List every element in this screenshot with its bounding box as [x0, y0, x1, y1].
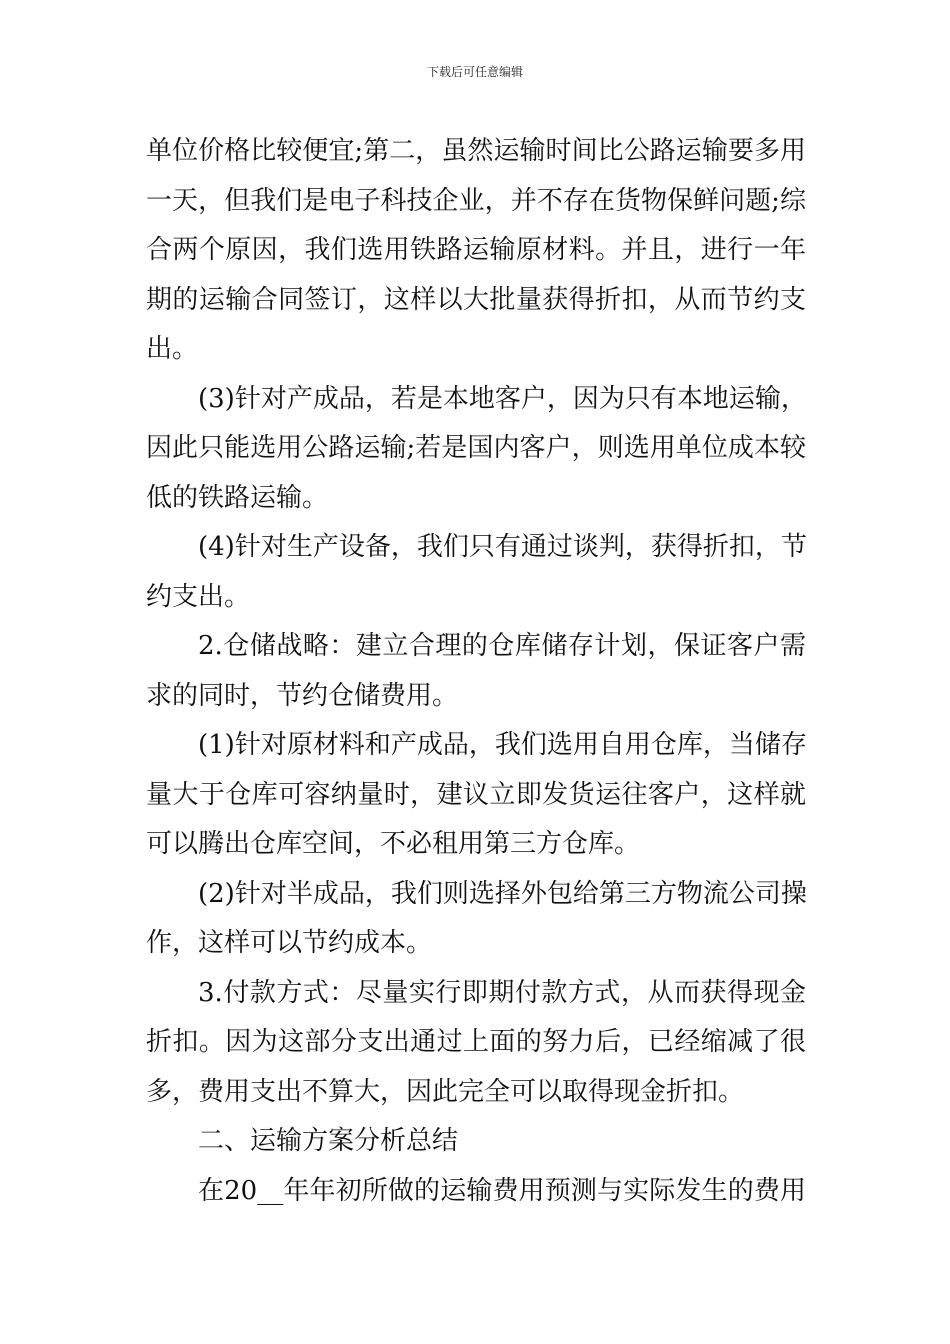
text-line: 多，费用支出不算大，因此完全可以取得现金折扣。	[146, 1076, 745, 1107]
text-line: 约支出。	[146, 581, 251, 612]
text-line: (2)针对半成品，我们则选择外包给第三方物流公司操	[198, 878, 807, 909]
text-line: 作，这样可以节约成本。	[146, 928, 433, 958]
text-line: 单位价格比较便宜;第二，虽然运输时间比公路运输要多用	[146, 136, 806, 166]
text-line: (4)针对生产设备，我们只有通过谈判，获得折扣，节	[198, 532, 807, 562]
text-line: 折扣。因为这部分支出通过上面的努力后，已经缩减了很	[146, 1027, 806, 1057]
text-line: 低的铁路运输。	[146, 482, 329, 513]
document-body	[146, 127, 806, 1216]
text-line: 可以腾出仓库空间，不必租用第三方仓库。	[146, 829, 641, 859]
text-line: 出。	[146, 334, 199, 364]
text-line: (1)针对原材料和产成品，我们选用自用仓库，当储存	[198, 730, 807, 760]
text-line: 期的运输合同签订，这样以大批量获得折扣，从而节约支	[146, 284, 806, 315]
page-header-note: 下载后可任意编辑	[426, 65, 523, 79]
text-line: 2.仓储战略：建立合理的仓库储存计划，保证客户需	[198, 631, 806, 661]
text-line: 在20__年年初所做的运输费用预测与实际发生的费用	[198, 1175, 806, 1206]
section-heading: 二、运输方案分析总结	[198, 1126, 459, 1156]
text-line: 量大于仓库可容纳量时，建议立即发货运往客户，这样就	[146, 779, 806, 810]
text-line: 合两个原因，我们选用铁路运输原材料。并且，进行一年	[146, 235, 806, 265]
text-line: (3)针对产成品，若是本地客户，因为只有本地运输，	[198, 383, 807, 414]
text-line: 因此只能选用公路运输;若是国内客户，则选用单位成本较	[146, 433, 806, 463]
text-line: 一天，但我们是电子科技企业，并不存在货物保鲜问题;综	[146, 185, 806, 216]
text-line: 求的同时，节约仓储费用。	[146, 680, 459, 711]
text-line: 3.付款方式：尽量实行即期付款方式，从而获得现金	[198, 977, 806, 1008]
